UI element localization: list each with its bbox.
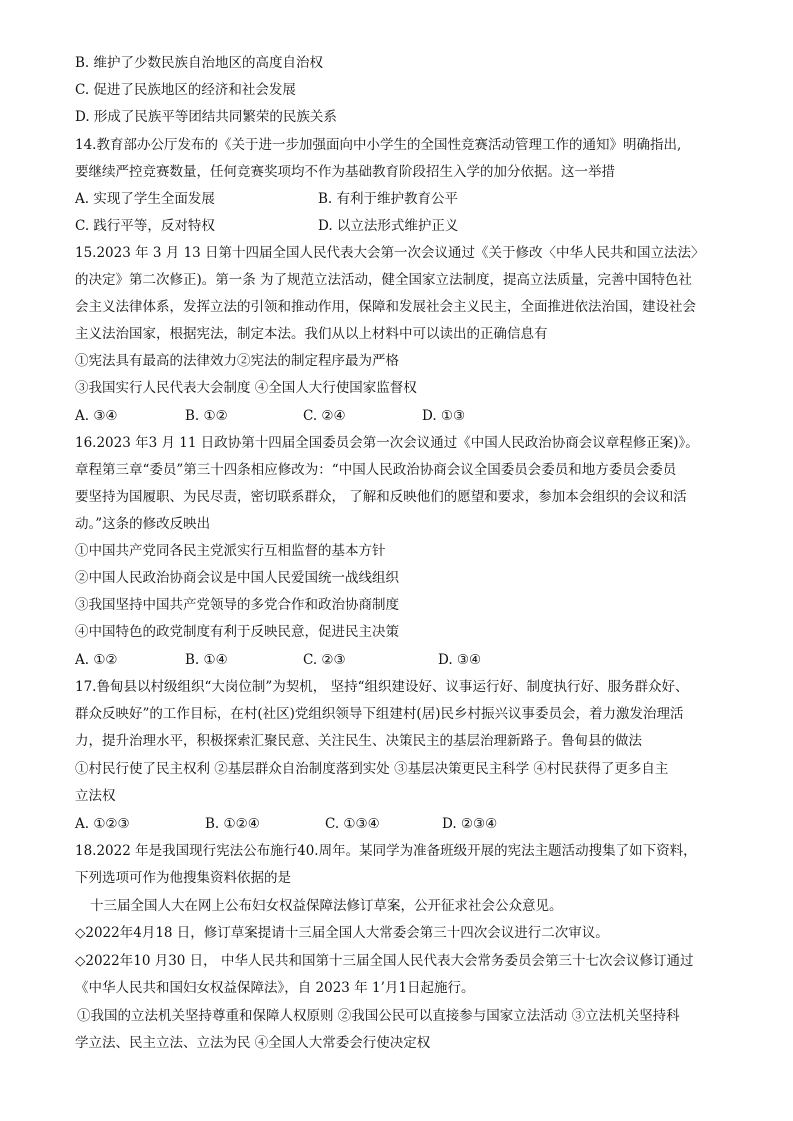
- q14-option-a: A. 实现了学生全面发展: [75, 191, 215, 207]
- q13-option-d: D. 形成了民族平等团结共同繁荣的民族关系: [75, 109, 337, 125]
- q16-stem-line-1: 16.2023 年3 月 11 日政协第十四届全国委员会第一次会议通过《中国人民政治协商会议章程修正案)》。: [75, 435, 699, 451]
- q15-stem-line-4: 主义法治国家，根据宪法，制定本法。我们从以上材料中可以读出的正确信息有: [75, 326, 548, 342]
- q16-option-d: D. ③④: [438, 652, 482, 668]
- q18-material-4: 《中华人民共和国妇女权益保障法》，自 2023 年 1’月1日起施行。: [75, 980, 475, 996]
- q15-statement-3-4: ③我国实行人民代表大会制度 ④全国人大行使国家监督权: [75, 380, 417, 396]
- q17-statements-cont: 立法权: [75, 788, 116, 804]
- q16-stem-line-3: 要坚持为国履职、为民尽责，密切联系群众， 了解和反映他们的愿望和要求，参加本会组织的会议和活: [75, 489, 687, 505]
- q17-stem-line-1: 17.鲁甸县以村级组织“大岗位制”为契机， 坚持“组织建设好、议事运行好、制度执行好、服务群众好、: [75, 679, 689, 695]
- q15-statement-1-2: ①宪法具有最高的法律效力②宪法的制定程序最为严格: [75, 353, 399, 369]
- q15-option-d: D. ①③: [422, 408, 466, 424]
- q16-stem-line-2: 章程第三章“委员”第三十四条相应修改为：“中国人民政治协商会议全国委员会委员和地方委员会委员: [75, 462, 677, 478]
- q18-stem-line-1: 18.2022 年是我国现行宪法公布施行40.周年。某同学为准备班级开展的宪法主题活动搜集了如下资料，: [75, 843, 697, 859]
- q18-stem-line-2: 下列选项可作为他搜集资料依据的是: [75, 870, 291, 886]
- q16-statement-2: ②中国人民政治协商会议是中国人民爱国统一战线组织: [75, 570, 399, 586]
- q15-stem-line-3: 会主义法律体系，发挥立法的引领和推动作用，保障和发展社会主义民主，全面推进依法治国，建设社会: [75, 299, 696, 315]
- q15-option-c: C. ②④: [303, 408, 346, 424]
- q15-option-b: B. ①②: [185, 408, 228, 424]
- q17-option-a: A. ①②③: [75, 816, 130, 832]
- q16-option-a: A. ①②: [75, 652, 118, 668]
- q16-option-c: C. ②③: [303, 652, 346, 668]
- q15-stem-line-1: 15.2023 年 3 月 13 日第十四届全国人民代表大会第一次会议通过《关于修改〈中华人民共和国立法法〉: [75, 245, 705, 261]
- q17-option-d: D. ②③④: [442, 816, 498, 832]
- q15-option-a: A. ③④: [75, 408, 118, 424]
- q14-option-c: C. 践行平等，反对特权: [75, 218, 215, 234]
- q14-stem-line-1: 14.教育部办公厅发布的《关于进一步加强面向中小学生的全国性竞赛活动管理工作的通知》明确指出,: [75, 137, 682, 153]
- q17-stem-line-3: 力，提升治理水平，积极探索汇聚民意、关注民生、决策民主的基层治理新路子。鲁甸县的做法: [75, 733, 642, 749]
- q14-option-d: D. 以立法形式维护正义: [318, 218, 459, 234]
- q18-statements-cont: 学立法、民主立法、立法为民 ④全国人大常委会行使决定权: [75, 1035, 431, 1051]
- q18-material-2: ◇2022年4月18 日，修订草案提请十三届全国人大常委会第三十四次会议进行二次审议。: [75, 925, 609, 941]
- q18-material-1: 十三届全国人大在网上公布妇女权益保障法修订草案，公开征求社会公众意见。: [90, 898, 563, 914]
- q16-statement-4: ④中国特色的政党制度有利于反映民意，促进民主决策: [75, 624, 399, 640]
- q18-material-3: ◇2022年10 月30 日， 中华人民共和国第十三届全国人民代表大会常务委员会第三十七次会议修订通过: [75, 953, 694, 969]
- q13-option-c: C. 促进了民族地区的经济和社会发展: [75, 82, 296, 98]
- q14-stem-line-2: 要继续严控竞赛数量，任何竞赛奖项均不作为基础教育阶段招生入学的加分依据。这一举措: [75, 164, 615, 180]
- q17-stem-line-2: 群众反映好”的工作目标，在村(社区)党组织领导下组建村(居)民乡村振兴议事委员会，着力激发治理活: [75, 706, 684, 722]
- q14-option-b: B. 有利于维护教育公平: [318, 191, 459, 207]
- q17-option-b: B. ①②④: [205, 816, 260, 832]
- q16-statement-1: ①中国共产党同各民主党派实行互相监督的基本方针: [75, 543, 386, 559]
- q18-statements: ①我国的立法机关坚持尊重和保障人权原则 ②我国公民可以直接参与国家立法活动 ③立法机关坚持科: [77, 1008, 680, 1024]
- q16-statement-3: ③我国坚持中国共产党领导的多党合作和政治协商制度: [75, 597, 399, 613]
- q17-statements: ①村民行使了民主权利 ②基层群众自治制度落到实处 ③基层决策更民主科学 ④村民获得了更多自主: [75, 761, 669, 777]
- q16-stem-line-4: 动。”这条的修改反映出: [75, 516, 211, 532]
- q17-option-c: C. ①③④: [325, 816, 380, 832]
- q13-option-b: B. 维护了少数民族自治地区的高度自治权: [75, 55, 324, 71]
- q15-stem-line-2: 的决定》第二次修正)。第一条 为了规范立法活动，健全国家立法制度，提高立法质量，完善中国特色社: [75, 272, 693, 288]
- q16-option-b: B. ①④: [185, 652, 228, 668]
